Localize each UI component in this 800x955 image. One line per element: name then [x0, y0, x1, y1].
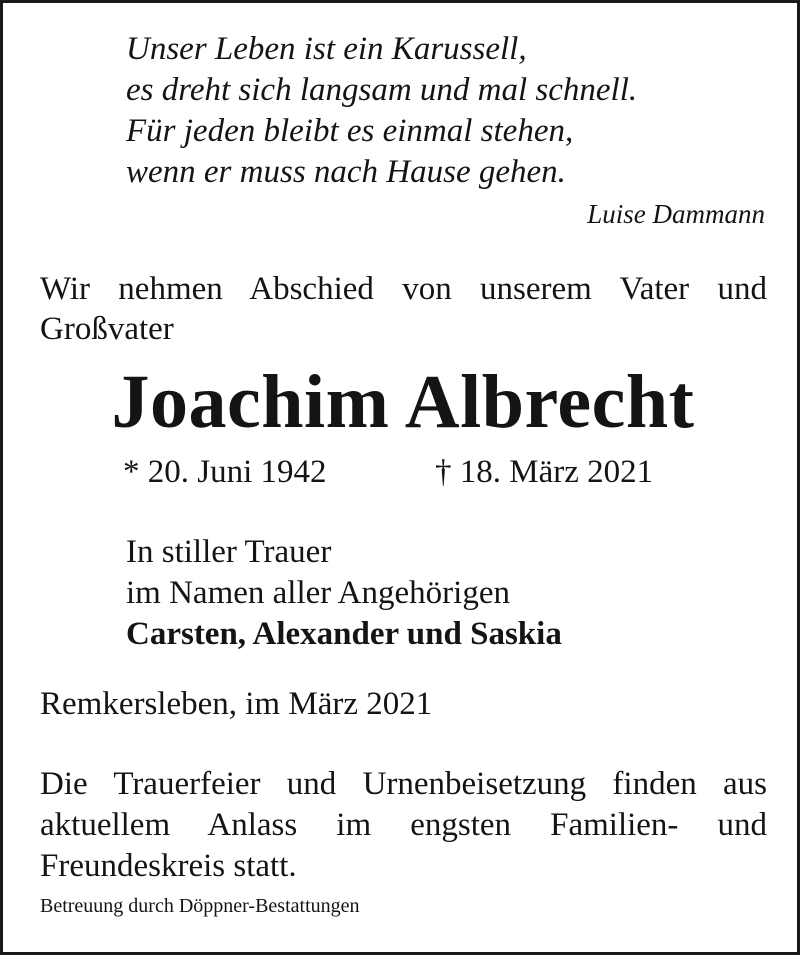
place-date: Remkersleben, im März 2021	[40, 686, 433, 722]
death-date: † 18. März 2021	[435, 454, 654, 490]
mourning-line: im Namen aller Angehörigen	[126, 575, 510, 611]
mourner-names: Carsten, Alexander und Saskia	[126, 616, 562, 652]
mourning-block	[126, 532, 562, 655]
mourning-line: In stiller Trauer	[126, 534, 332, 570]
poem-line: Für jeden bleibt es einmal stehen,	[126, 113, 574, 149]
poem-line: es dreht sich langsam und mal schnell.	[126, 72, 638, 108]
ceremony-note: Die Trauerfeier und Urnenbeisetzung finden aus aktuellem Anlass im engsten Familien- und Freundeskreis statt.	[40, 766, 767, 884]
poem-line: Unser Leben ist ein Karussell,	[126, 31, 527, 67]
poem-line: wenn er muss nach Hause gehen.	[126, 154, 566, 190]
deceased-name: Joachim Albrecht	[111, 360, 695, 444]
intro-text: Wir nehmen Abschied von unserem Vater und Großvater	[40, 271, 767, 347]
birth-date: * 20. Juni 1942	[123, 454, 327, 490]
poem	[126, 29, 637, 193]
funeral-home-credit: Betreuung durch Döppner-Bestattungen	[40, 895, 360, 917]
poem-author: Luise Dammann	[587, 199, 765, 229]
